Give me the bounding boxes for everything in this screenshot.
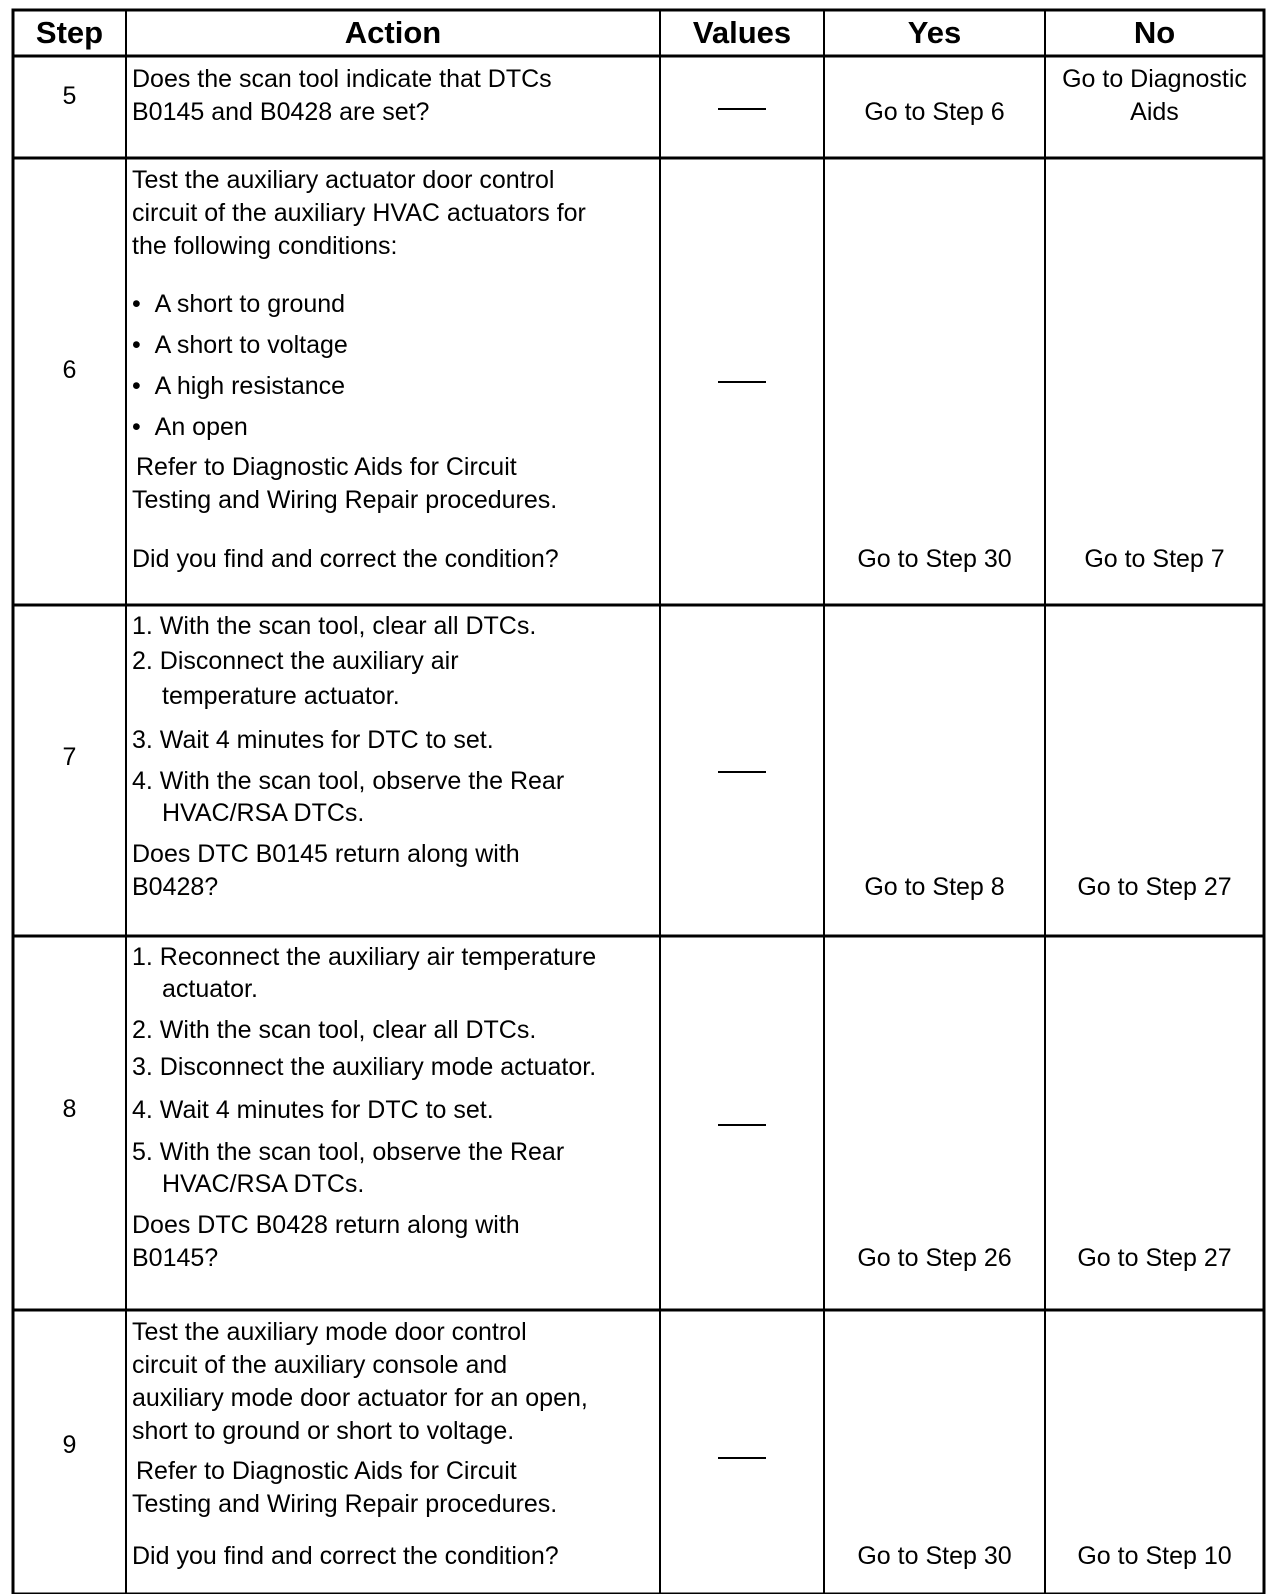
action-text: Does the scan tool indicate that DTCs [132,65,552,93]
list-item: 2. With the scan tool, clear all DTCs. [132,1016,537,1044]
bullet-text: A short to ground [154,290,346,318]
yes-link[interactable]: Go to Step 8 [864,873,1005,901]
yes-link[interactable]: Go to Step 26 [857,1244,1012,1272]
bullet-text: A short to voltage [154,331,348,359]
question-text: Did you find and correct the condition? [132,1542,559,1570]
no-link[interactable]: Go to Step 27 [1077,1244,1232,1272]
action-text: the following conditions: [132,232,398,260]
refer-text: Refer to Diagnostic Aids for Circuit [136,1457,517,1485]
header-yes: Yes [907,15,962,50]
yes-link[interactable]: Go to Step 30 [857,545,1012,573]
question-text: B0428? [132,873,219,901]
yes-link[interactable]: Go to Step 30 [857,1542,1012,1570]
values-dash [718,1457,766,1459]
values-dash [718,381,766,383]
list-item: 4. With the scan tool, observe the Rear [132,767,565,795]
bullet-text: A high resistance [154,372,346,400]
no-link[interactable]: Aids [1130,98,1179,126]
action-text: auxiliary mode door actuator for an open, [132,1384,588,1412]
action-text: circuit of the auxiliary console and [132,1351,508,1379]
no-link[interactable]: Go to Step 7 [1084,545,1225,573]
yes-link[interactable]: Go to Step 6 [864,98,1005,126]
step-number: 5 [62,82,77,110]
values-dash [718,771,766,773]
action-text: Test the auxiliary actuator door control [132,166,555,194]
refer-text: Refer to Diagnostic Aids for Circuit [136,453,517,481]
values-dash [718,108,766,110]
list-item: 3. Disconnect the auxiliary mode actuator. [132,1053,597,1081]
bullet-item: • A short to voltage [132,331,348,359]
question-text: B0145? [132,1244,219,1272]
list-item: 1. Reconnect the auxiliary air temperature [132,943,597,971]
list-item: 1. With the scan tool, clear all DTCs. [132,612,537,640]
header-action: Action [344,15,442,50]
list-item: 4. Wait 4 minutes for DTC to set. [132,1096,494,1124]
list-item: 3. Wait 4 minutes for DTC to set. [132,726,494,754]
refer-text: Testing and Wiring Repair procedures. [132,1490,558,1518]
list-item: temperature actuator. [162,682,400,710]
no-link[interactable]: Go to Step 10 [1077,1542,1232,1570]
no-link[interactable]: Go to Diagnostic [1062,65,1247,93]
question-text: Does DTC B0428 return along with [132,1211,520,1239]
step-number: 8 [62,1095,77,1123]
step-number: 7 [62,743,77,771]
no-link[interactable]: Go to Step 27 [1077,873,1232,901]
step-number: 9 [62,1431,77,1459]
bullet-item: • A high resistance [132,372,346,400]
refer-text: Testing and Wiring Repair procedures. [132,486,558,514]
values-dash [718,1124,766,1126]
step-number: 6 [62,356,77,384]
bullet-text: An open [154,413,248,441]
bullet-item: • A short to ground [132,290,346,318]
list-item: 2. Disconnect the auxiliary air [132,647,459,675]
list-item: HVAC/RSA DTCs. [162,799,365,827]
list-item: HVAC/RSA DTCs. [162,1170,365,1198]
header-no: No [1133,15,1176,50]
header-values: Values [692,15,792,50]
action-text: circuit of the auxiliary HVAC actuators for [132,199,586,227]
action-text: Test the auxiliary mode door control [132,1318,527,1346]
header-step: Step [35,15,104,50]
question-text: Does DTC B0145 return along with [132,840,520,868]
question-text: Did you find and correct the condition? [132,545,559,573]
action-text: short to ground or short to voltage. [132,1417,515,1445]
list-item: actuator. [162,975,258,1003]
list-item: 5. With the scan tool, observe the Rear [132,1138,565,1166]
bullet-item: • An open [132,413,248,441]
action-text: B0145 and B0428 are set? [132,98,430,126]
